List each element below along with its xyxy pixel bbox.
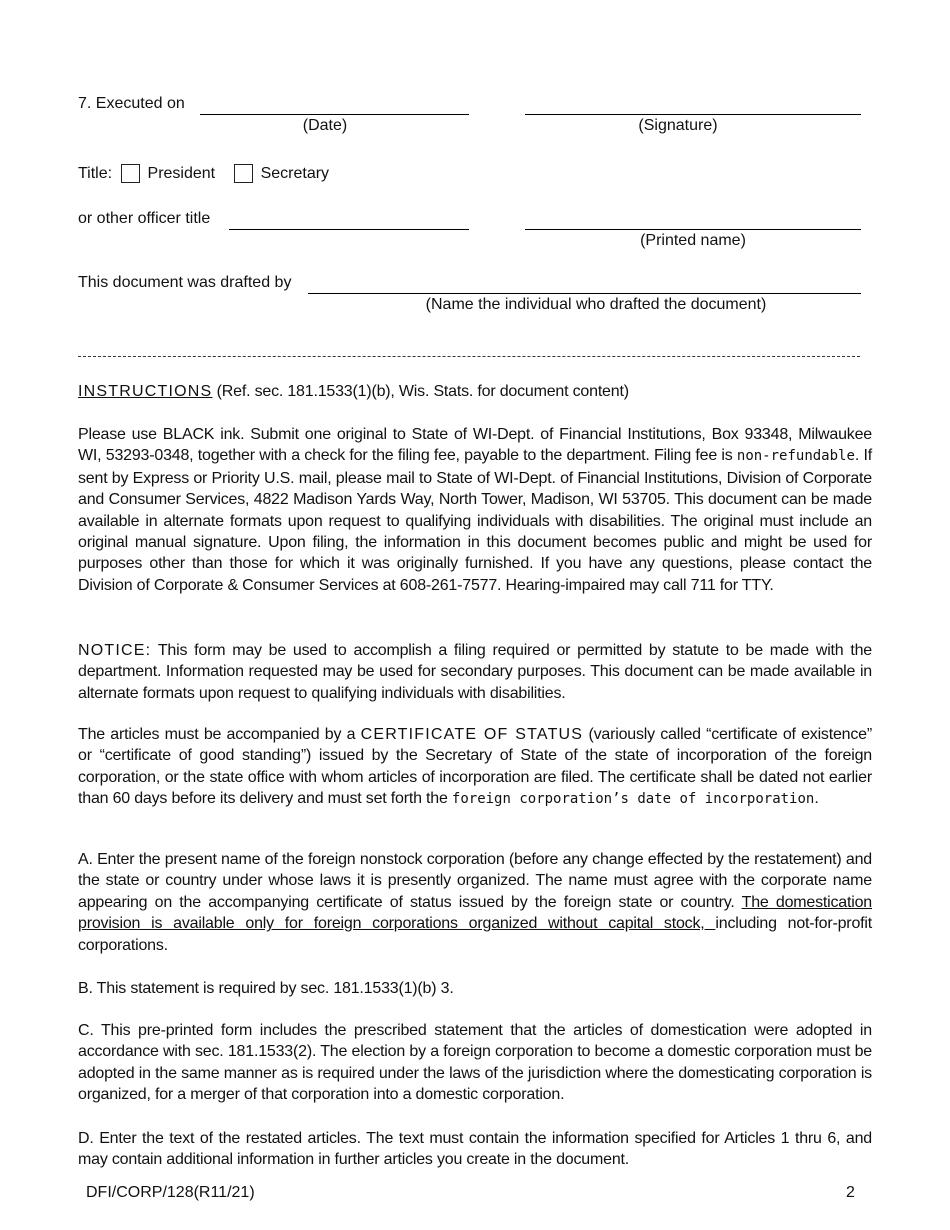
- signature-field[interactable]: [525, 114, 861, 115]
- instructions-heading-line: [78, 381, 873, 402]
- filing-instructions-paragraph: [78, 424, 872, 596]
- date-field[interactable]: [200, 114, 469, 115]
- printed-name-caption: (Printed name): [640, 232, 746, 249]
- para1-text-cont: . If sent by Express or Priority U.S. mail, please mail to State of WI-Dept. of Financial Institutions, Division of Corporate and Consumer Services, 4822 Madison Yards Way, North Tower, Madison, WI 53705. This document can be made available in alternate formats upon request to qualifying individuals with disabilities. The original must include an original manual signature. Upon filing, the information in this document becomes public and might be used for purposes other than those for which it was originally furnished. If you have any questions, please contact the Division of Corporate & Consumer Services at 608-261-7577. Hearing-impaired may call 711 for TTY.: [78, 447, 872, 594]
- instruction-c: C. This pre-printed form includes the prescribed statement that the articles of domestication were adopted in accordance with sec. 181.1533(2). The election by a foreign corporation to become a domestic corporation must be adopted in the same manner as is required under the laws of the jurisdiction where the domesticating corporation is organized, for a merger of that corporation into a domestic corporation.: [78, 1022, 872, 1104]
- para1-text: Please use BLACK ink. Submit one original to State of WI-Dept. of Financial Institutions, Box 93348, Milwaukee WI, 53293-0348, together with a check for the filing fee, payable to the department. Filing fee is: [78, 426, 872, 465]
- instructions-reference: (Ref. sec. 181.1533(1)(b), Wis. Stats. for document content): [212, 383, 629, 400]
- page-number: 2: [846, 1184, 855, 1201]
- incorporation-date-term: foreign corporation’s date of incorporation: [451, 791, 815, 808]
- cert-text-cont: (variously called “certificate of existence” or “certificate of good standing”) issued by the Secretary of State of the state of incorporation of the foreign corporation, or the state office with whom articles of incorporation are filed. The certificate shall be dated not earlier than 60 days before its delivery and must set forth the: [78, 726, 872, 808]
- drafter-field[interactable]: [308, 293, 861, 294]
- instructions-heading: INSTRUCTIONS: [78, 383, 213, 400]
- drafter-caption: (Name the individual who drafted the document): [425, 296, 767, 313]
- instruction-b: B. This statement is required by sec. 181.1533(1)(b) 3.: [78, 980, 454, 997]
- secretary-checkbox[interactable]: [234, 164, 253, 183]
- instruction-a-tail: including not-for-profit corporations.: [78, 915, 872, 954]
- officer-title-label: or other officer title: [78, 210, 211, 227]
- president-checkbox[interactable]: [121, 164, 140, 183]
- executed-on-label: 7. Executed on: [78, 95, 185, 112]
- drafter-label: This document was drafted by: [78, 274, 292, 291]
- notice-text: This form may be used to accomplish a filing required or permitted by statute to be made with the department. Information requested may be used for secondary purposes. This document can be made available in alternate formats upon request to qualifying individuals with disabilities.: [78, 642, 872, 702]
- instruction-a: [78, 849, 872, 956]
- printed-name-field[interactable]: [525, 229, 861, 230]
- notice-paragraph: [78, 640, 872, 704]
- date-caption: (Date): [302, 117, 348, 134]
- instruction-d: D. Enter the text of the restated articles. The text must contain the information specified for Articles 1 thru 6, and may contain additional information in further articles you create in the document.: [78, 1130, 872, 1169]
- instruction-a-text: A. Enter the present name of the foreign nonstock corporation (before any change effected by the restatement) and the state or country under whose laws it is presently organized. The name must agree with the corporate name appearing on the accompanying certificate of status issued by the foreign state or country.: [78, 851, 872, 911]
- title-label: Title:: [78, 165, 113, 182]
- notice-label: NOTICE:: [78, 642, 152, 659]
- title-row: [78, 163, 329, 185]
- form-code: DFI/CORP/128(R11/21): [86, 1184, 255, 1201]
- section-separator: [78, 356, 860, 357]
- non-refundable-term: non-refundable: [736, 448, 855, 465]
- instruction-a-underlined: The domestication provision is available only for foreign corporations organized without capital stock,: [78, 893, 872, 933]
- certificate-of-status-term: CERTIFICATE OF STATUS: [360, 726, 584, 743]
- cert-text-end: .: [814, 790, 819, 808]
- president-label: President: [147, 165, 216, 182]
- secretary-label: Secretary: [260, 165, 330, 182]
- cert-text: The articles must be accompanied by a: [78, 726, 361, 743]
- officer-title-field[interactable]: [229, 229, 469, 230]
- signature-caption: (Signature): [638, 117, 718, 134]
- certificate-paragraph: [78, 724, 872, 811]
